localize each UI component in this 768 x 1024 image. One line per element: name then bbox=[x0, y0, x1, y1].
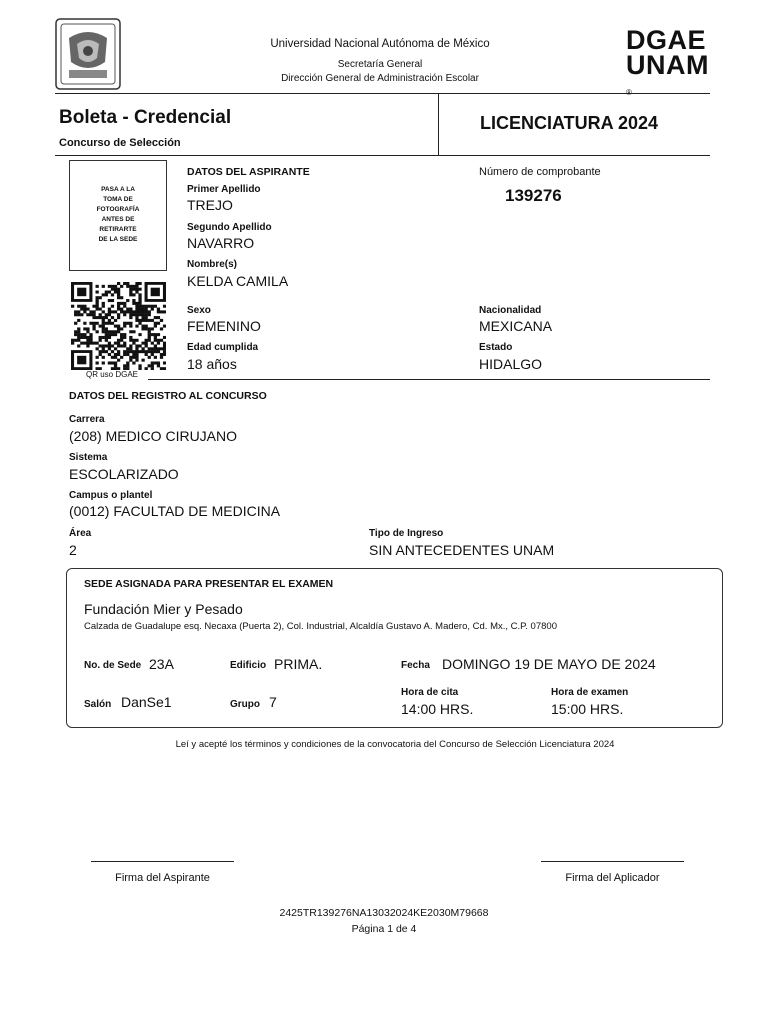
tipo-ingreso-value: SIN ANTECEDENTES UNAM bbox=[369, 542, 555, 558]
sexo-label: Sexo bbox=[187, 305, 211, 316]
direccion-general: Dirección General de Administración Escolar bbox=[281, 73, 479, 84]
sede-address: Calzada de Guadalupe esq. Necaxa (Puerta 2), Col. Industrial, Alcaldía Gustavo A. Madero, Cd. Mx., C.P. 07800 bbox=[84, 621, 557, 632]
hora-cita-value: 14:00 HRS. bbox=[401, 701, 474, 717]
title-top-rule bbox=[55, 93, 710, 94]
verification-code: 2425TR139276NA13032024KE2030M79668 bbox=[279, 907, 489, 919]
campus-label: Campus o plantel bbox=[69, 490, 153, 501]
nombre-value: KELDA CAMILA bbox=[187, 273, 289, 289]
edificio-value: PRIMA. bbox=[274, 656, 323, 672]
primer-apellido-label: Primer Apellido bbox=[187, 184, 261, 195]
terms-acceptance: Leí y acepté los términos y condiciones de la convocatoria del Concurso de Selección Licenciatura 2024 bbox=[175, 739, 615, 750]
sistema-value: ESCOLARIZADO bbox=[69, 466, 179, 482]
dgae-logo-line2: UNAM bbox=[626, 50, 709, 80]
area-value: 2 bbox=[69, 542, 77, 558]
campus-value: (0012) FACULTAD DE MEDICINA bbox=[69, 503, 281, 519]
edificio-label: Edificio bbox=[230, 660, 267, 671]
salon-value: DanSe1 bbox=[121, 694, 172, 710]
aspirante-bottom-rule bbox=[148, 379, 710, 380]
sede-section-title: SEDE ASIGNADA PARA PRESENTAR EL EXAMEN bbox=[84, 578, 334, 590]
firma-aspirante-label: Firma del Aspirante bbox=[115, 872, 210, 884]
area-label: Área bbox=[69, 528, 92, 539]
grupo-label: Grupo bbox=[230, 699, 260, 710]
university-name: Universidad Nacional Autónoma de México bbox=[270, 38, 490, 50]
unam-seal-icon bbox=[55, 18, 121, 90]
secretaria-general: Secretaría General bbox=[337, 59, 423, 70]
photo-box bbox=[69, 160, 167, 271]
salon-label: Salón bbox=[84, 699, 112, 710]
dgae-logo-line1: DGAE bbox=[626, 25, 707, 55]
fecha-label: Fecha bbox=[401, 660, 430, 671]
estado-label: Estado bbox=[479, 342, 513, 353]
estado-value: HIDALGO bbox=[479, 356, 543, 372]
edad-label: Edad cumplida bbox=[187, 342, 259, 353]
tipo-ingreso-label: Tipo de Ingreso bbox=[369, 528, 444, 539]
no-sede-label: No. de Sede bbox=[84, 660, 142, 671]
qr-code bbox=[71, 282, 166, 370]
edad-value: 18 años bbox=[187, 356, 237, 372]
no-sede-value: 23A bbox=[149, 656, 174, 672]
segundo-apellido-value: NAVARRO bbox=[187, 235, 255, 251]
nacionalidad-value: MEXICANA bbox=[479, 318, 553, 334]
sistema-label: Sistema bbox=[69, 452, 108, 463]
sede-name: Fundación Mier y Pesado bbox=[84, 601, 243, 617]
title-divider bbox=[438, 93, 439, 155]
document-title: Boleta - Credencial bbox=[59, 107, 232, 128]
sexo-value: FEMENINO bbox=[187, 318, 261, 334]
qr-caption: QR uso DGAE bbox=[86, 370, 139, 379]
photo-instructions: PASA A LA TOMA DE FOTOGRAFÍA ANTES DE RETIRARTE DE LA SEDE bbox=[96, 186, 140, 243]
primer-apellido-value: TREJO bbox=[187, 197, 233, 213]
firma-aspirante-line bbox=[91, 861, 234, 862]
fecha-value: DOMINGO 19 DE MAYO DE 2024 bbox=[442, 656, 656, 672]
dgae-logo bbox=[626, 25, 716, 97]
licenciatura-title: LICENCIATURA 2024 bbox=[480, 113, 659, 133]
comprobante-value: 139276 bbox=[505, 186, 562, 205]
comprobante-label: Número de comprobante bbox=[479, 166, 601, 178]
carrera-label: Carrera bbox=[69, 414, 105, 425]
firma-aplicador-line bbox=[541, 861, 684, 862]
title-bottom-rule bbox=[55, 155, 710, 156]
nombre-label: Nombre(s) bbox=[187, 259, 238, 270]
hora-examen-label: Hora de examen bbox=[551, 687, 629, 698]
nacionalidad-label: Nacionalidad bbox=[479, 305, 542, 316]
aspirante-section-title: DATOS DEL ASPIRANTE bbox=[187, 166, 310, 178]
document-subtitle: Concurso de Selección bbox=[59, 137, 181, 149]
grupo-value: 7 bbox=[269, 694, 277, 710]
hora-cita-label: Hora de cita bbox=[401, 687, 459, 698]
firma-aplicador-label: Firma del Aplicador bbox=[565, 872, 660, 884]
carrera-value: (208) MEDICO CIRUJANO bbox=[69, 428, 238, 444]
hora-examen-value: 15:00 HRS. bbox=[551, 701, 624, 717]
segundo-apellido-label: Segundo Apellido bbox=[187, 222, 272, 233]
page-number: Página 1 de 4 bbox=[351, 923, 417, 935]
registro-section-title: DATOS DEL REGISTRO AL CONCURSO bbox=[69, 390, 267, 402]
